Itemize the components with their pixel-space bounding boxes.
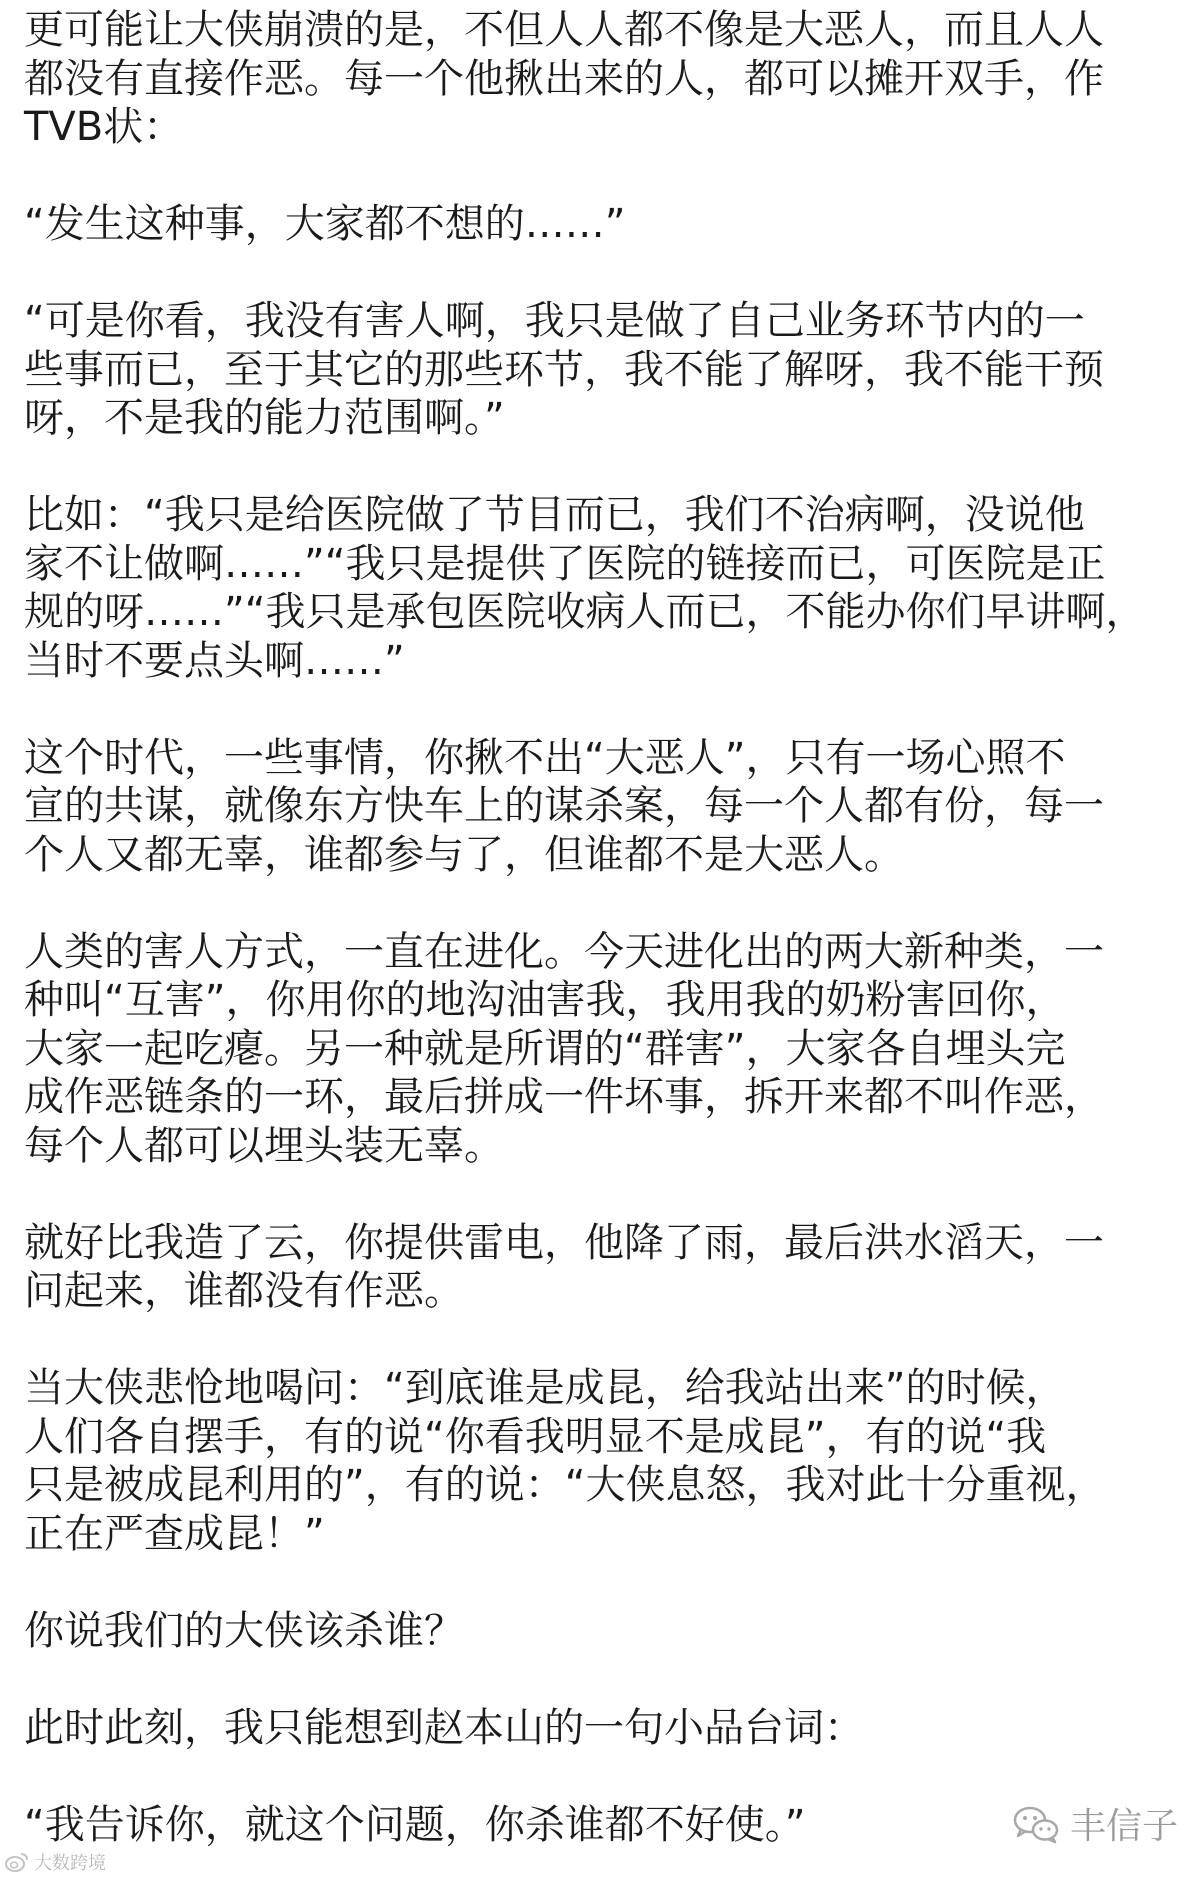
text-line: 成作恶链条的一环，最后拼成一件坏事，拆开来都不叫作恶， [24,1074,1104,1120]
paragraph-8 [24,1364,1184,1558]
paragraph-spacer [24,249,1184,298]
text-line: 呀，不是我的能力范围啊。” [24,395,505,441]
text-line: 都没有直接作恶。每一个他揪出来的人，都可以摊开双手，作 [24,55,1104,102]
paragraph-6 [24,928,1184,1171]
article-body [24,6,1184,1849]
source-watermark [4,1849,106,1875]
text-line: 人们各自摆手，有的说“你看我明显不是成昆”，有的说“我 [24,1413,1047,1460]
weibo-logo-icon [4,1851,30,1873]
text-line: 些事而已，至于其它的那些环节，我不能了解呀，我不能干预 [24,346,1104,393]
text-line: 当时不要点头啊……” [24,637,405,684]
wechat-account-watermark [1012,1798,1178,1849]
text-line: 种叫“互害”，你用你的地沟油害我，我用我的奶粉害回你， [24,977,1066,1023]
text-line: 当大侠悲怆地喝问：“到底谁是成昆，给我站出来”的时候， [24,1365,1066,1411]
text-line: TVB状： [24,104,184,150]
text-line: 你说我们的大侠该杀谁？ [24,1607,464,1654]
paragraph-4 [24,491,1184,685]
paragraph-spacer [24,1558,1184,1607]
text-line: 比如：“我只是给医院做了节目而已，我们不治病啊，没说他 [24,492,1085,538]
text-line: “发生这种事，大家都不想的……” [24,201,626,247]
paragraph-spacer [24,1170,1184,1219]
text-line: “我告诉你，就这个问题，你杀谁都不好使。” [24,1801,806,1848]
paragraph-3 [24,297,1184,443]
wechat-icon [1012,1804,1060,1844]
text-line: 此时此刻，我只能想到赵本山的一句小品台词： [24,1704,864,1751]
paragraph-spacer [24,685,1184,734]
paragraph-spacer [24,443,1184,492]
text-line: 就好比我造了云，你提供雷电，他降了雨，最后洪水滔天，一 [24,1219,1104,1266]
text-line: “可是你看，我没有害人啊，我只是做了自己业务环节内的一 [24,298,1085,344]
paragraph-9 [24,1607,1184,1656]
text-line: 宣的共谋，就像东方快车上的谋杀案，每一个人都有份，每一 [24,783,1104,829]
paragraph-spacer [24,152,1184,201]
image-footer [0,1806,1200,1877]
text-line: 更可能让大侠崩溃的是，不但人人都不像是大恶人，而且人人 [24,7,1104,53]
paragraph-1 [24,6,1184,152]
text-line: 人类的害人方式，一直在进化。今天进化出的两大新种类，一 [24,928,1104,975]
text-line: 每个人都可以埋头装无辜。 [24,1122,504,1169]
paragraph-spacer [24,1655,1184,1704]
text-line: 大家一起吃瘪。另一种就是所谓的“群害”，大家各自埋头完 [24,1025,1066,1072]
paragraph-5 [24,734,1184,880]
text-line: 只是被成昆利用的”，有的说：“大侠息怒，我对此十分重视， [24,1462,1106,1508]
text-line: 问起来，谁都没有作恶。 [24,1268,464,1314]
paragraph-2 [24,200,1184,249]
text-line: 正在严查成昆！” [24,1510,325,1557]
paragraph-10 [24,1704,1184,1753]
wechat-account-name: 丰信子 [1069,1806,1178,1847]
text-line: 规的呀……”“我只是承包医院收病人而已，不能办你们早讲啊， [24,589,1146,635]
paragraph-spacer [24,1316,1184,1365]
text-line: 个人又都无辜，谁都参与了，但谁都不是大恶人。 [24,831,904,878]
paragraph-7 [24,1219,1184,1316]
text-line: 家不让做啊……”“我只是提供了医院的链接而已，可医院是正 [24,540,1106,587]
paragraph-spacer [24,879,1184,928]
source-watermark-text: 大数跨境 [34,1853,106,1874]
paragraph-spacer [24,1752,1184,1801]
text-line: 这个时代，一些事情，你揪不出“大恶人”，只有一场心照不 [24,734,1066,781]
